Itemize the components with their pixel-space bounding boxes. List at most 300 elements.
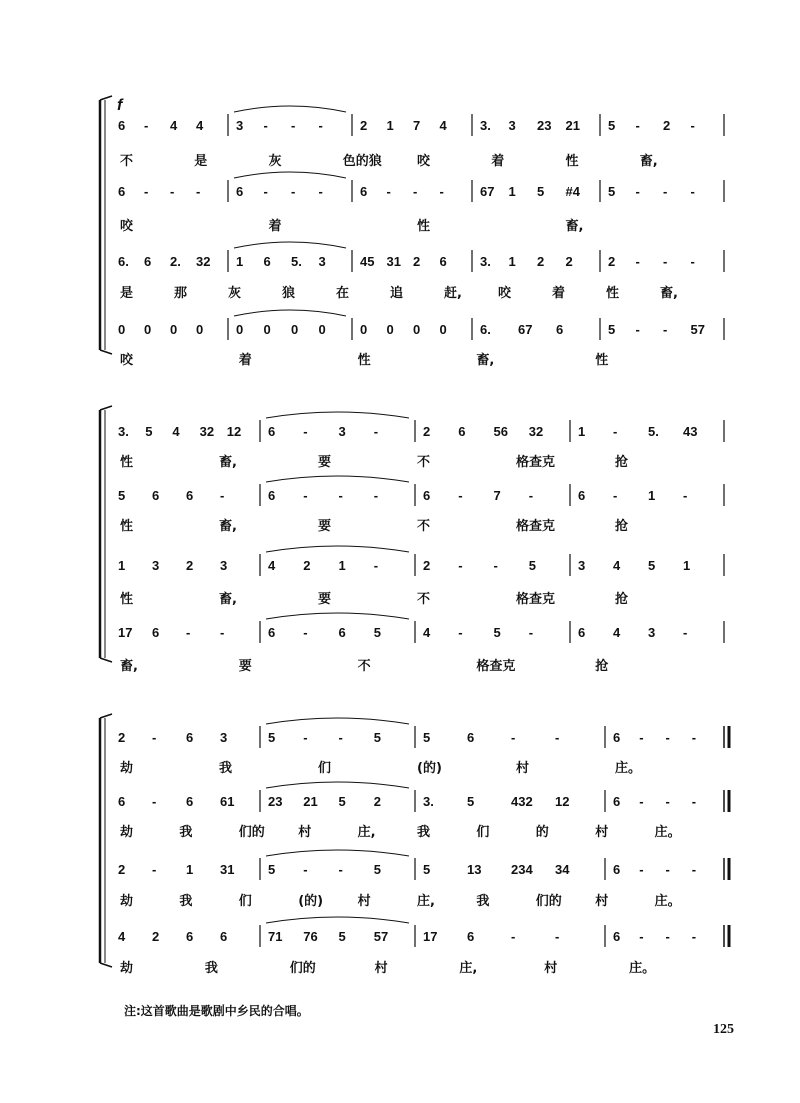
note: - xyxy=(639,794,644,809)
note: - xyxy=(186,625,191,640)
note: - xyxy=(663,322,668,337)
note: - xyxy=(663,184,668,199)
note: - xyxy=(528,625,534,640)
note: 3 xyxy=(508,118,516,133)
note: 5 xyxy=(145,424,153,439)
lyric-syllable: 劫 xyxy=(120,961,134,976)
lyric-syllable: 性 xyxy=(120,519,134,534)
note: 2 xyxy=(118,862,126,877)
lyric-syllable: 我 xyxy=(417,825,431,840)
note: 234 xyxy=(511,862,533,877)
slur xyxy=(266,917,409,923)
lyric-syllable: 劫 xyxy=(120,825,134,840)
note: 0 xyxy=(360,322,368,337)
lyric-syllable: 赶, xyxy=(444,286,462,301)
note: 6 xyxy=(467,730,475,745)
lyric-syllable: 格查克 xyxy=(516,455,556,470)
note: 2 xyxy=(186,558,194,573)
lyric-syllable: 我 xyxy=(179,825,193,840)
lyric-syllable: 咬 xyxy=(498,286,512,301)
note: 3. xyxy=(118,424,129,439)
note: 6 xyxy=(144,254,152,269)
note: - xyxy=(170,184,175,199)
bracket-bottom-hook xyxy=(100,350,112,354)
note: - xyxy=(555,730,560,745)
note: 6 xyxy=(220,929,228,944)
note: - xyxy=(152,794,157,809)
lyric-syllable: 性 xyxy=(120,455,134,470)
note: 6 xyxy=(613,794,621,809)
note: - xyxy=(373,558,379,573)
note: 4 xyxy=(613,558,621,573)
lyric-syllable: 村 xyxy=(516,761,530,776)
note: - xyxy=(303,488,308,503)
lyric-syllable: 我 xyxy=(219,761,233,776)
note: 3. xyxy=(480,118,491,133)
note: - xyxy=(152,730,157,745)
note: 6 xyxy=(613,862,621,877)
note: 6 xyxy=(118,184,126,199)
lyric-syllable: 村 xyxy=(595,825,609,840)
note: 432 xyxy=(511,794,533,809)
lyric-syllable: 追 xyxy=(390,286,404,301)
note: 3 xyxy=(236,118,244,133)
slur xyxy=(266,718,409,724)
bracket-bottom-hook xyxy=(100,658,112,662)
lyric-syllable: 畜, xyxy=(660,286,678,301)
note: 4 xyxy=(170,118,178,133)
note: 5 xyxy=(608,118,616,133)
note: - xyxy=(439,184,444,199)
note: 67 xyxy=(480,184,495,199)
note: 6 xyxy=(268,488,276,503)
note: 5 xyxy=(338,794,346,809)
lyric-syllable: 畜, xyxy=(476,353,495,368)
note: 3 xyxy=(338,424,346,439)
note: 5 xyxy=(373,862,381,877)
lyric-syllable: 畜, xyxy=(219,519,237,534)
note: 1 xyxy=(578,424,586,439)
lyric-syllable: 是 xyxy=(120,286,134,301)
lyric-syllable: 畜, xyxy=(120,659,138,674)
note: 0 xyxy=(291,322,299,337)
note: 67 xyxy=(518,322,533,337)
footnote: 注:这首歌曲是歌剧中乡民的合唱。 xyxy=(124,1004,309,1018)
lyric-syllable: 庄。 xyxy=(629,961,656,976)
note: 6 xyxy=(152,625,160,640)
lyric-syllable: 着 xyxy=(238,353,252,368)
note: - xyxy=(152,862,157,877)
lyric-syllable: 性 xyxy=(595,353,609,368)
note: 3 xyxy=(220,730,228,745)
lyric-syllable: 畜, xyxy=(219,455,237,470)
note: - xyxy=(639,862,644,877)
lyric-syllable: (的) xyxy=(298,894,324,909)
note: - xyxy=(303,862,308,877)
lyric-syllable: 抢 xyxy=(615,519,629,534)
note: 2 xyxy=(663,118,671,133)
note: 6 xyxy=(467,929,475,944)
lyric-syllable: 咬 xyxy=(417,154,431,169)
lyric-syllable: 要 xyxy=(318,592,332,607)
note: 2 xyxy=(537,254,545,269)
note: - xyxy=(635,254,640,269)
note: 2 xyxy=(152,929,160,944)
slur xyxy=(266,476,409,482)
lyric-syllable: 村 xyxy=(357,894,371,909)
note: 0 xyxy=(196,322,204,337)
lyric-syllable: 咬 xyxy=(120,353,134,368)
lyric-syllable: 们 xyxy=(238,894,252,909)
note: 6 xyxy=(186,794,194,809)
bracket-top-hook xyxy=(100,714,112,718)
note: 1 xyxy=(508,254,516,269)
lyric-syllable: 村 xyxy=(298,825,312,840)
note: 61 xyxy=(220,794,235,809)
note: 0 xyxy=(318,322,326,337)
lyric-syllable: 村 xyxy=(595,894,609,909)
note: 5. xyxy=(291,254,302,269)
note: 3 xyxy=(152,558,160,573)
note: 2 xyxy=(360,118,368,133)
note: 5 xyxy=(648,558,656,573)
note: 1 xyxy=(236,254,244,269)
note: 57 xyxy=(690,322,705,337)
note: 2 xyxy=(423,424,431,439)
note: 6. xyxy=(118,254,129,269)
note: - xyxy=(665,862,670,877)
page-number: 125 xyxy=(713,1022,734,1037)
lyric-syllable: 我 xyxy=(179,894,193,909)
note: 0 xyxy=(170,322,178,337)
note: - xyxy=(303,424,308,439)
note: 5 xyxy=(467,794,475,809)
note: - xyxy=(338,862,343,877)
lyric-syllable: 要 xyxy=(238,659,252,674)
bracket-top-hook xyxy=(100,406,112,410)
note: 4 xyxy=(172,424,180,439)
note: 6 xyxy=(439,254,447,269)
lyric-syllable: 村 xyxy=(374,961,388,976)
note: - xyxy=(318,184,323,199)
slur xyxy=(234,242,346,248)
note: 4 xyxy=(439,118,447,133)
lyric-syllable: 劫 xyxy=(120,894,134,909)
dynamic-mark: f xyxy=(117,97,123,114)
note: - xyxy=(493,558,498,573)
note: 6 xyxy=(268,424,276,439)
note: 5 xyxy=(528,558,536,573)
note: 5. xyxy=(648,424,659,439)
note: 6 xyxy=(458,424,466,439)
lyric-syllable: 庄。 xyxy=(615,761,642,776)
note: 5 xyxy=(423,730,431,745)
lyric-syllable: 不 xyxy=(417,519,431,534)
lyric-syllable: 性 xyxy=(120,592,134,607)
note: - xyxy=(386,184,391,199)
lyric-syllable: 狼 xyxy=(282,286,296,301)
note: 32 xyxy=(196,254,211,269)
note: - xyxy=(635,118,640,133)
note: - xyxy=(691,794,697,809)
note: - xyxy=(303,625,308,640)
note: - xyxy=(639,929,644,944)
note: 2 xyxy=(565,254,573,269)
note: 6 xyxy=(338,625,346,640)
note: 6 xyxy=(263,254,271,269)
note: - xyxy=(318,118,323,133)
note: 1 xyxy=(118,558,126,573)
note: 0 xyxy=(413,322,421,337)
note: - xyxy=(144,184,149,199)
note: - xyxy=(691,862,697,877)
note: - xyxy=(303,730,308,745)
note: 17 xyxy=(423,929,438,944)
lyric-syllable: 不 xyxy=(120,154,134,169)
slur xyxy=(266,850,409,856)
note: - xyxy=(665,730,670,745)
note: 0 xyxy=(386,322,394,337)
note: - xyxy=(413,184,418,199)
slur xyxy=(266,782,409,788)
lyric-syllable: 性 xyxy=(606,286,620,301)
slur xyxy=(266,613,409,619)
note: - xyxy=(691,730,697,745)
lyric-syllable: 性 xyxy=(357,353,371,368)
note: 5 xyxy=(537,184,545,199)
note: - xyxy=(683,488,688,503)
lyric-syllable: 在 xyxy=(336,286,350,301)
note: - xyxy=(690,118,695,133)
note: - xyxy=(639,730,644,745)
lyric-syllable: 抢 xyxy=(595,659,609,674)
lyric-syllable: 我 xyxy=(476,894,490,909)
lyric-syllable: 们 xyxy=(318,761,332,776)
note: - xyxy=(665,794,670,809)
note: - xyxy=(613,424,618,439)
note: 4 xyxy=(268,558,276,573)
note: 43 xyxy=(683,424,698,439)
note: - xyxy=(635,322,640,337)
note: 3. xyxy=(423,794,434,809)
lyric-syllable: 庄。 xyxy=(654,894,681,909)
note: 57 xyxy=(373,929,389,944)
lyric-syllable: 要 xyxy=(318,519,332,534)
note: 23 xyxy=(537,118,552,133)
lyric-syllable: 的 xyxy=(535,825,549,840)
note: 6 xyxy=(578,488,586,503)
lyric-syllable: 性 xyxy=(565,154,579,169)
note: 6 xyxy=(186,730,194,745)
note: - xyxy=(220,625,225,640)
note: - xyxy=(373,424,379,439)
lyric-syllable: 们的 xyxy=(289,961,316,976)
lyric-syllable: 要 xyxy=(318,455,332,470)
note: 6 xyxy=(360,184,368,199)
lyric-syllable: 庄, xyxy=(357,825,376,840)
lyric-syllable: 咬 xyxy=(120,219,134,234)
note: 1 xyxy=(338,558,346,573)
lyric-syllable: 畜, xyxy=(639,154,658,169)
note: 21 xyxy=(303,794,318,809)
note: 17 xyxy=(118,625,133,640)
note: 5 xyxy=(493,625,501,640)
lyric-syllable: 抢 xyxy=(615,592,629,607)
note: 1 xyxy=(386,118,394,133)
note: - xyxy=(458,488,463,503)
bracket-top-hook xyxy=(100,96,112,100)
note: 0 xyxy=(236,322,244,337)
note: - xyxy=(458,625,463,640)
note: 6 xyxy=(613,730,621,745)
note: - xyxy=(220,488,225,503)
note: - xyxy=(690,254,695,269)
note: 0 xyxy=(439,322,447,337)
note: 6 xyxy=(186,929,194,944)
note: 31 xyxy=(220,862,235,877)
note: 76 xyxy=(303,929,318,944)
note: 6 xyxy=(152,488,160,503)
note: #4 xyxy=(565,184,580,199)
note: 6 xyxy=(556,322,564,337)
note: - xyxy=(291,118,296,133)
lyric-syllable: 们 xyxy=(476,825,490,840)
note: 1 xyxy=(186,862,194,877)
note: 3 xyxy=(648,625,656,640)
lyric-syllable: 不 xyxy=(417,455,431,470)
note: - xyxy=(291,184,296,199)
bracket-bottom-hook xyxy=(100,963,112,967)
note: 2 xyxy=(303,558,311,573)
note: - xyxy=(263,118,268,133)
lyric-syllable: 性 xyxy=(417,219,431,234)
lyric-syllable: 那 xyxy=(174,286,188,301)
note: 13 xyxy=(467,862,482,877)
note: - xyxy=(511,730,516,745)
lyric-syllable: 格查克 xyxy=(516,592,556,607)
note: - xyxy=(663,254,668,269)
note: 31 xyxy=(386,254,401,269)
note: - xyxy=(263,184,268,199)
note: 0 xyxy=(118,322,126,337)
note: 7 xyxy=(413,118,421,133)
slur xyxy=(234,310,346,316)
note: - xyxy=(613,488,618,503)
note: 6 xyxy=(118,118,126,133)
lyric-syllable: 着 xyxy=(491,154,505,169)
lyric-syllable: 抢 xyxy=(615,455,629,470)
note: 5 xyxy=(608,322,616,337)
note: 6. xyxy=(480,322,491,337)
note: 4 xyxy=(423,625,431,640)
note: - xyxy=(511,929,516,944)
note: 1 xyxy=(683,558,691,573)
lyric-syllable: 格查克 xyxy=(516,519,556,534)
lyric-syllable: 畜, xyxy=(565,219,584,234)
note: 1 xyxy=(648,488,656,503)
note: 5 xyxy=(373,625,381,640)
lyric-syllable: 村 xyxy=(544,961,558,976)
note: 0 xyxy=(144,322,152,337)
note: 1 xyxy=(508,184,516,199)
note: - xyxy=(196,184,201,199)
note: 32 xyxy=(199,424,215,439)
note: 6 xyxy=(236,184,244,199)
note: - xyxy=(458,558,463,573)
note: 32 xyxy=(528,424,544,439)
note: - xyxy=(665,929,670,944)
note: 45 xyxy=(360,254,375,269)
note: 7 xyxy=(493,488,501,503)
note: - xyxy=(373,488,379,503)
note: 4 xyxy=(196,118,204,133)
note: 5 xyxy=(268,862,276,877)
lyric-syllable: 我 xyxy=(204,961,218,976)
lyric-syllable: 们的 xyxy=(238,825,265,840)
lyric-syllable: 不 xyxy=(417,592,431,607)
note: 2 xyxy=(413,254,421,269)
lyric-syllable: 们的 xyxy=(535,894,562,909)
note: 12 xyxy=(226,424,242,439)
note: 6 xyxy=(423,488,431,503)
note: 34 xyxy=(555,862,570,877)
note: 4 xyxy=(613,625,621,640)
lyric-syllable: 着 xyxy=(268,219,282,234)
note: 3 xyxy=(318,254,326,269)
note: 6 xyxy=(613,929,621,944)
lyric-syllable: 灰 xyxy=(228,286,242,301)
lyric-syllable: 庄。 xyxy=(654,825,681,840)
note: 3. xyxy=(480,254,491,269)
note: 2. xyxy=(170,254,181,269)
lyric-syllable: 色的狼 xyxy=(342,154,382,169)
note: 23 xyxy=(268,794,283,809)
note: - xyxy=(144,118,149,133)
lyric-syllable: 不 xyxy=(357,659,371,674)
note: 2 xyxy=(423,558,431,573)
lyric-syllable: 格查克 xyxy=(476,659,516,674)
lyric-syllable: 着 xyxy=(552,286,566,301)
note: - xyxy=(691,929,697,944)
note: 5 xyxy=(423,862,431,877)
note: 6 xyxy=(186,488,194,503)
note: 2 xyxy=(608,254,616,269)
note: 4 xyxy=(118,929,126,944)
note: 2 xyxy=(118,730,126,745)
slur xyxy=(234,106,346,112)
note: 5 xyxy=(268,730,276,745)
note: 0 xyxy=(263,322,271,337)
note: - xyxy=(338,488,343,503)
note: 12 xyxy=(555,794,570,809)
note: 3 xyxy=(220,558,228,573)
lyric-syllable: 畜, xyxy=(219,592,237,607)
note: - xyxy=(635,184,640,199)
lyric-syllable: 灰 xyxy=(268,154,282,169)
note: 6 xyxy=(268,625,276,640)
note: - xyxy=(683,625,688,640)
note: - xyxy=(338,730,343,745)
lyric-syllable: 庄, xyxy=(459,961,478,976)
note: 6 xyxy=(578,625,586,640)
note: 5 xyxy=(338,929,346,944)
slur xyxy=(266,412,409,418)
note: 5 xyxy=(608,184,616,199)
lyric-syllable: 庄, xyxy=(417,894,435,909)
note: - xyxy=(528,488,534,503)
note: 56 xyxy=(493,424,508,439)
note: - xyxy=(690,184,695,199)
